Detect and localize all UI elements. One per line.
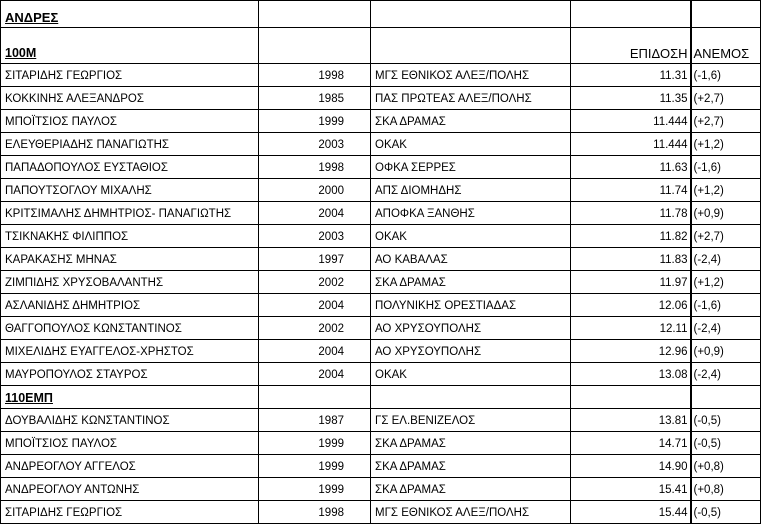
table-row <box>1 455 761 478</box>
athlete-name: ΑΝΔΡΕΟΓΛΟΥ ΑΓΓΕΛΟΣ <box>1 455 259 478</box>
athlete-name: ΜΠΟΪΤΣΙΟΣ ΠΑΥΛΟΣ <box>1 110 259 133</box>
wind-value: (+1,2) <box>691 179 761 202</box>
table-row <box>1 110 761 133</box>
club-name: ΓΣ ΕΛ.ΒΕΝΙΖΕΛΟΣ <box>371 409 571 432</box>
club-name: ΑΠΟΦΚΑ ΞΑΝΘΗΣ <box>371 202 571 225</box>
performance-header: ΕΠΙΔΟΣΗ <box>571 28 691 64</box>
birth-year: 1998 <box>259 501 371 524</box>
table-row <box>1 432 761 455</box>
table-row <box>1 363 761 386</box>
performance: 14.71 <box>571 432 691 455</box>
performance: 11.31 <box>571 64 691 87</box>
table-row <box>1 294 761 317</box>
club-name: ΣΚΑ ΔΡΑΜΑΣ <box>371 455 571 478</box>
table-row <box>1 340 761 363</box>
performance: 11.35 <box>571 87 691 110</box>
table-row <box>1 133 761 156</box>
wind-value: (+0,9) <box>691 340 761 363</box>
athlete-name: ΕΛΕΥΘΕΡΙΑΔΗΣ ΠΑΝΑΓΙΩΤΗΣ <box>1 133 259 156</box>
table-row <box>1 87 761 110</box>
table-row <box>1 317 761 340</box>
empty-cell <box>571 386 691 409</box>
club-name: ΑΟ ΧΡΥΣΟΥΠΟΛΗΣ <box>371 340 571 363</box>
event-header-row <box>1 28 761 64</box>
birth-year: 2000 <box>259 179 371 202</box>
performance: 11.444 <box>571 133 691 156</box>
birth-year: 1987 <box>259 409 371 432</box>
athlete-name: ΜΑΥΡΟΠΟΥΛΟΣ ΣΤΑΥΡΟΣ <box>1 363 259 386</box>
athlete-name: ΖΙΜΠΙΔΗΣ ΧΡΥΣΟΒΑΛΑΝΤΗΣ <box>1 271 259 294</box>
empty-cell <box>259 28 371 64</box>
wind-value: (+2,7) <box>691 225 761 248</box>
birth-year: 2004 <box>259 340 371 363</box>
table-row <box>1 271 761 294</box>
table-row <box>1 156 761 179</box>
empty-cell <box>259 386 371 409</box>
table-row <box>1 501 761 524</box>
empty-cell <box>371 28 571 64</box>
club-name: ΟΦΚΑ ΣΕΡΡΕΣ <box>371 156 571 179</box>
birth-year: 1999 <box>259 455 371 478</box>
performance: 15.41 <box>571 478 691 501</box>
athlete-name: ΔΟΥΒΑΛΙΔΗΣ ΚΩΝΣΤΑΝΤΙΝΟΣ <box>1 409 259 432</box>
performance: 11.97 <box>571 271 691 294</box>
table-row <box>1 179 761 202</box>
birth-year: 1998 <box>259 64 371 87</box>
birth-year: 2002 <box>259 271 371 294</box>
performance: 13.08 <box>571 363 691 386</box>
club-name: ΑΠΣ ΔΙΟΜΗΔΗΣ <box>371 179 571 202</box>
club-name: ΠΟΛΥΝΙΚΗΣ ΟΡΕΣΤΙΑΔΑΣ <box>371 294 571 317</box>
athlete-name: ΤΣΙΚΝΑΚΗΣ ΦΙΛΙΠΠΟΣ <box>1 225 259 248</box>
performance: 11.74 <box>571 179 691 202</box>
birth-year: 2004 <box>259 294 371 317</box>
event-header-row <box>1 386 761 409</box>
club-name: ΟΚΑΚ <box>371 225 571 248</box>
club-name: ΣΚΑ ΔΡΑΜΑΣ <box>371 110 571 133</box>
birth-year: 2003 <box>259 133 371 156</box>
athlete-name: ΠΑΠΑΔΟΠΟΥΛΟΣ ΕΥΣΤΑΘΙΟΣ <box>1 156 259 179</box>
wind-value: (-2,4) <box>691 363 761 386</box>
performance: 15.44 <box>571 501 691 524</box>
club-name: ΣΚΑ ΔΡΑΜΑΣ <box>371 478 571 501</box>
empty-cell <box>259 1 371 28</box>
club-name: ΣΚΑ ΔΡΑΜΑΣ <box>371 271 571 294</box>
club-name: ΟΚΑΚ <box>371 133 571 156</box>
event-name: 100Μ <box>1 28 259 64</box>
athlete-name: ΜΠΟΪΤΣΙΟΣ ΠΑΥΛΟΣ <box>1 432 259 455</box>
empty-cell <box>691 386 761 409</box>
birth-year: 2004 <box>259 202 371 225</box>
wind-header: ΑΝΕΜΟΣ <box>691 28 761 64</box>
results-body <box>1 1 761 524</box>
wind-value: (-1,6) <box>691 64 761 87</box>
athlete-name: ΣΙΤΑΡΙΔΗΣ ΓΕΩΡΓΙΟΣ <box>1 501 259 524</box>
performance: 14.90 <box>571 455 691 478</box>
wind-value: (+2,7) <box>691 87 761 110</box>
wind-value: (-1,6) <box>691 294 761 317</box>
performance: 11.82 <box>571 225 691 248</box>
athlete-name: ΠΑΠΟΥΤΣΟΓΛΟΥ ΜΙΧΑΛΗΣ <box>1 179 259 202</box>
club-name: ΠΑΣ ΠΡΩΤΕΑΣ ΑΛΕΞ/ΠΟΛΗΣ <box>371 87 571 110</box>
table-row <box>1 202 761 225</box>
performance: 12.96 <box>571 340 691 363</box>
birth-year: 2004 <box>259 363 371 386</box>
performance: 12.11 <box>571 317 691 340</box>
club-name: ΜΓΣ ΕΘΝΙΚΟΣ ΑΛΕΞ/ΠΟΛΗΣ <box>371 64 571 87</box>
wind-value: (+0,8) <box>691 478 761 501</box>
wind-value: (-0,5) <box>691 501 761 524</box>
athlete-name: ΣΙΤΑΡΙΔΗΣ ΓΕΩΡΓΙΟΣ <box>1 64 259 87</box>
birth-year: 1999 <box>259 432 371 455</box>
wind-value: (+1,2) <box>691 133 761 156</box>
club-name: ΣΚΑ ΔΡΑΜΑΣ <box>371 432 571 455</box>
wind-value: (-0,5) <box>691 409 761 432</box>
birth-year: 1985 <box>259 87 371 110</box>
wind-value: (-1,6) <box>691 156 761 179</box>
empty-cell <box>571 1 691 28</box>
table-row <box>1 225 761 248</box>
birth-year: 2002 <box>259 317 371 340</box>
empty-cell <box>371 1 571 28</box>
performance: 12.06 <box>571 294 691 317</box>
performance: 11.78 <box>571 202 691 225</box>
athlete-name: ΚΟΚΚΙΝΗΣ ΑΛΕΞΑΝΔΡΟΣ <box>1 87 259 110</box>
empty-cell <box>691 1 761 28</box>
table-row <box>1 248 761 271</box>
birth-year: 1999 <box>259 478 371 501</box>
performance: 11.83 <box>571 248 691 271</box>
section-title: ΑΝΔΡΕΣ <box>1 1 259 28</box>
birth-year: 1998 <box>259 156 371 179</box>
athlete-name: ΘΑΓΓΟΠΟΥΛΟΣ ΚΩΝΣΤΑΝΤΙΝΟΣ <box>1 317 259 340</box>
wind-value: (+2,7) <box>691 110 761 133</box>
performance: 11.63 <box>571 156 691 179</box>
wind-value: (+0,9) <box>691 202 761 225</box>
wind-value: (+1,2) <box>691 271 761 294</box>
athlete-name: ΑΣΛΑΝΙΔΗΣ ΔΗΜΗΤΡΙΟΣ <box>1 294 259 317</box>
athlete-name: ΑΝΔΡΕΟΓΛΟΥ ΑΝΤΩΝΗΣ <box>1 478 259 501</box>
event-name: 110ΕΜΠ <box>1 386 259 409</box>
athlete-name: ΜΙΧΕΛΙΔΗΣ ΕΥΑΓΓΕΛΟΣ-ΧΡΗΣΤΟΣ <box>1 340 259 363</box>
performance: 13.81 <box>571 409 691 432</box>
athlete-name: ΚΑΡΑΚΑΣΗΣ ΜΗΝΑΣ <box>1 248 259 271</box>
wind-value: (-2,4) <box>691 248 761 271</box>
birth-year: 1999 <box>259 110 371 133</box>
birth-year: 2003 <box>259 225 371 248</box>
club-name: ΑΟ ΚΑΒΑΛΑΣ <box>371 248 571 271</box>
table-row <box>1 409 761 432</box>
birth-year: 1997 <box>259 248 371 271</box>
table-row <box>1 478 761 501</box>
club-name: ΟΚΑΚ <box>371 363 571 386</box>
wind-value: (-2,4) <box>691 317 761 340</box>
wind-value: (+0,8) <box>691 455 761 478</box>
performance: 11.444 <box>571 110 691 133</box>
empty-cell <box>371 386 571 409</box>
wind-value: (-0,5) <box>691 432 761 455</box>
section-title-row <box>1 1 761 28</box>
club-name: ΑΟ ΧΡΥΣΟΥΠΟΛΗΣ <box>371 317 571 340</box>
table-row <box>1 64 761 87</box>
club-name: ΜΓΣ ΕΘΝΙΚΟΣ ΑΛΕΞ/ΠΟΛΗΣ <box>371 501 571 524</box>
athlete-name: ΚΡΙΤΣΙΜΑΛΗΣ ΔΗΜΗΤΡΙΟΣ- ΠΑΝΑΓΙΩΤΗΣ <box>1 202 259 225</box>
